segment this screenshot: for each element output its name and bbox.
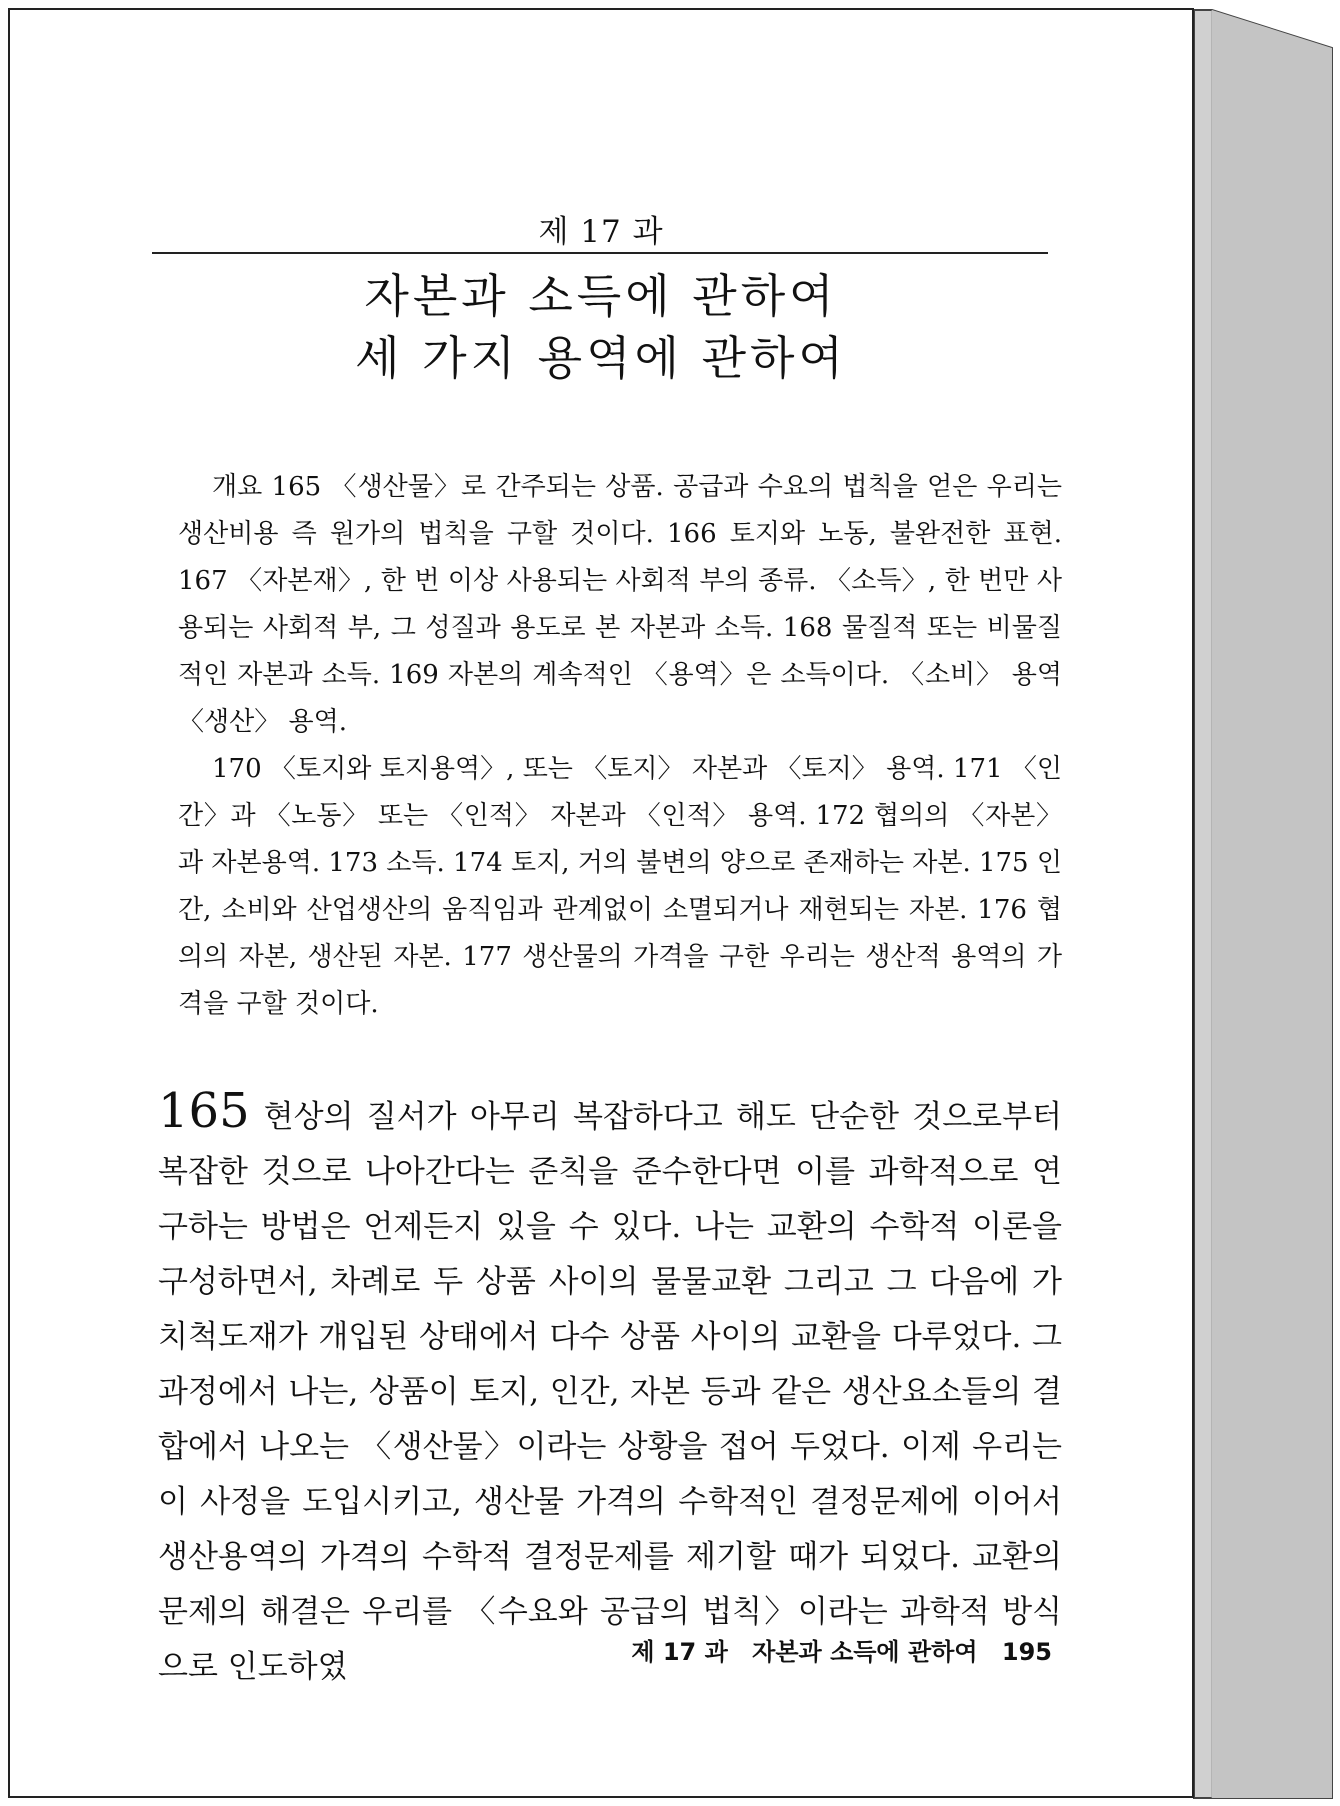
body-text: 현상의 질서가 아무리 복잡하다고 해도 단순한 것으로부터 복잡한 것으로 나아간다는 준칙을 준수한다면 이를 과학적으로 연구하는 방법은 언제든지 있을 수 있다. 나는 교환의 수학적 이론을 구성하면서, 차례로 두 상품 사이의 물물교환 그리고 그 다음에 가치척도재가 개입된 상태에서 다수 상품 사이의 교환을 다루었다. 그 과정에서 나는, 상품이 토지, 인간, 자본 등과 같은 생산요소들의 결합에서 나오는 〈생산물〉이라는 상황을 접어 두었다. 이제 우리는 이 사정을 도입시키고, 생산물 가격의 수학적인 결정문제에 이어서 생산용역의 가격의 수학적 결정문제를 제기할 때가 되었다. 교환의 문제의 해결은 우리를 〈수요와 공급의 법칙〉이라는 과학적 방식으로 인도하였: [158, 1099, 1062, 1685]
lesson-label: 제 17 과: [538, 214, 664, 250]
summary-paragraph-2: 170 〈토지와 토지용역〉, 또는 〈토지〉 자본과 〈토지〉 용역. 171 〈인간〉과 〈노동〉 또는 〈인적〉 자본과 〈인적〉 용역. 172 협의의 〈자본〉과 자본용역. 173 소득. 174 토지, 거의 불변의 양으로 존재하는 자본. 175 인간, 소비와 산업생산의 움직임과 관계없이 소멸되거나 재현되는 자본. 176 협의의 자본, 생산된 자본. 177 생산물의 가격을 구한 우리는 생산적 용역의 가격을 구할 것이다.: [178, 754, 1062, 1019]
page-number: 195: [1001, 1638, 1052, 1666]
title-rule: [152, 252, 1048, 254]
chapter-summary: [178, 464, 1062, 1028]
chapter-title-line-2: 세 가지 용역에 관하여: [355, 331, 847, 385]
footer-running-title: 자본과 소득에 관하여: [752, 1638, 978, 1666]
chapter-title: [10, 265, 1192, 389]
body-paragraph: [158, 1083, 1062, 1695]
footer-lesson: 제 17 과: [631, 1638, 728, 1666]
running-footer: [615, 1632, 1052, 1667]
chapter-title-line-1: 자본과 소득에 관하여: [364, 269, 838, 323]
summary-paragraph-1: 개요 165 〈생산물〉로 간주되는 상품. 공급과 수요의 법칙을 얻은 우리는 생산비용 즉 원가의 법칙을 구할 것이다. 166 토지와 노동, 불완전한 표현. 167 〈자본재〉, 한 번 이상 사용되는 사회적 부의 종류. 〈소득〉, 한 번만 사용되는 사회적 부, 그 성질과 용도로 본 자본과 소득. 168 물질적 또는 비물질적인 자본과 소득. 169 자본의 계속적인 〈용역〉은 소득이다. 〈소비〉 용역 〈생산〉 용역.: [178, 472, 1062, 737]
book-page: [8, 8, 1194, 1798]
section-number: 165: [158, 1083, 250, 1139]
